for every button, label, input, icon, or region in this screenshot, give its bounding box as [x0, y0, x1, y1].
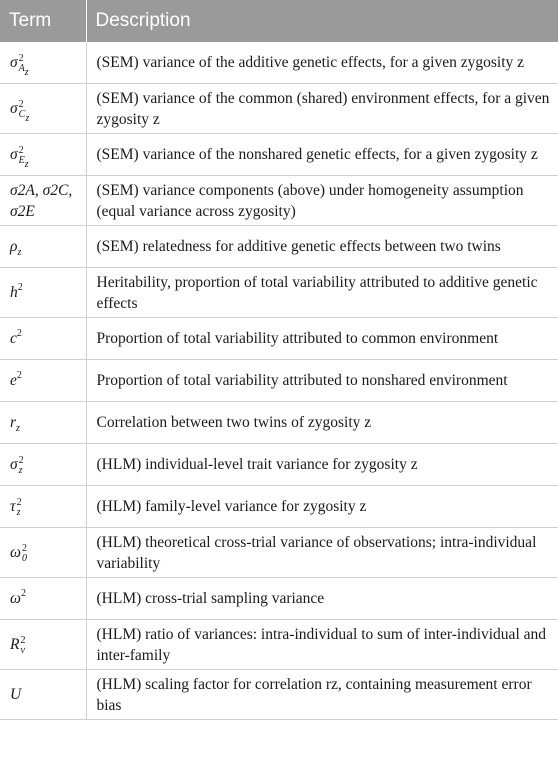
table-row	[0, 176, 558, 226]
term-cell	[0, 226, 86, 268]
term-symbol	[10, 455, 24, 477]
term-base: σ	[10, 53, 18, 71]
term-cell	[0, 134, 86, 176]
term-base: σ	[10, 455, 18, 473]
term-cell	[0, 360, 86, 402]
table-row	[0, 318, 558, 360]
term-symbol	[10, 53, 29, 79]
table-row	[0, 134, 558, 176]
term-subscript	[18, 109, 30, 125]
term-subscript-letter: z	[18, 465, 23, 477]
description-cell: Proportion of total variability attributed to nonshared environment	[86, 360, 558, 402]
term-base: e	[10, 372, 17, 389]
term-subscript-letter: v	[20, 645, 25, 657]
term-cell	[0, 670, 86, 720]
term-subsubscript: z	[25, 113, 30, 125]
description-cell: Heritability, proportion of total variability attributed to additive genetic effects	[86, 268, 558, 318]
term-base: r	[10, 414, 17, 431]
term-subscript	[18, 155, 29, 171]
term-subscript	[17, 508, 22, 518]
table-row	[0, 444, 558, 486]
description-cell: Proportion of total variability attributed to common environment	[86, 318, 558, 360]
table-row	[0, 670, 558, 720]
term-superscript: 2	[18, 455, 24, 467]
term-symbol	[10, 145, 29, 171]
description-cell: (HLM) scaling factor for correlation rz, containing measurement error bias	[86, 670, 558, 720]
term-superscript: 2	[20, 588, 26, 599]
term-symbol	[10, 330, 22, 347]
table-row	[0, 528, 558, 578]
term-symbol	[10, 635, 26, 657]
term-cell	[0, 402, 86, 444]
description-cell: (HLM) theoretical cross-trial variance of observations; intra-individual variability	[86, 528, 558, 578]
term-base: ρ	[10, 238, 18, 255]
term-symbol	[10, 99, 30, 125]
term-subscript-letter: A	[18, 63, 25, 75]
table-row	[0, 268, 558, 318]
term-base: R	[10, 635, 20, 653]
term-symbol	[10, 686, 21, 703]
term-scripts	[19, 456, 24, 476]
description-cell: (HLM) individual-level trait variance for zygosity z	[86, 444, 558, 486]
term-superscript: 2	[21, 543, 27, 555]
term-superscript: 2	[18, 53, 24, 65]
term-symbol	[10, 590, 26, 607]
term-base: σ	[10, 99, 18, 117]
term-base: ω	[10, 590, 21, 607]
term-superscript: 2	[20, 635, 26, 647]
term-symbol	[10, 543, 27, 565]
term-superscript: 2	[16, 370, 22, 381]
term-subscript-letter: 0	[21, 553, 27, 565]
term-subscript: z	[17, 247, 22, 258]
term-superscript: 2	[18, 145, 24, 157]
term-subscript	[18, 63, 29, 79]
term-base: c	[10, 330, 17, 347]
header-row	[0, 0, 558, 42]
description-cell: (HLM) family-level variance for zygosity z	[86, 486, 558, 528]
term-superscript: 2	[16, 497, 22, 509]
description-cell: (SEM) variance of the additive genetic effects, for a given zygosity z	[86, 42, 558, 84]
term-symbol	[10, 238, 22, 258]
term-symbol	[10, 414, 20, 434]
term-subscript-letter: z	[16, 507, 21, 519]
term-scripts	[18, 53, 29, 79]
description-cell: (SEM) relatedness for additive genetic effects between two twins	[86, 226, 558, 268]
table-row	[0, 360, 558, 402]
table-row	[0, 402, 558, 444]
term-base: ω	[10, 543, 21, 561]
table-row	[0, 226, 558, 268]
description-column-header: Description	[86, 0, 558, 42]
term-subsubscript: z	[24, 159, 29, 171]
term-cell	[0, 528, 86, 578]
term-cell	[0, 444, 86, 486]
term-base: σ	[10, 145, 18, 163]
term-subscript	[22, 554, 27, 564]
term-subsubscript: z	[24, 67, 29, 79]
term-subscript-letter: C	[18, 109, 26, 121]
description-cell: (SEM) variance of the common (shared) environment effects, for a given zygosity z	[86, 84, 558, 134]
term-symbol	[10, 284, 23, 301]
term-cell	[0, 268, 86, 318]
term-cell	[0, 620, 86, 670]
term-cell	[0, 486, 86, 528]
term-superscript: 2	[17, 282, 23, 293]
description-cell: Correlation between two twins of zygosity z	[86, 402, 558, 444]
term-scripts	[22, 544, 27, 564]
term-symbol	[10, 497, 22, 519]
description-cell: (SEM) variance of the nonshared genetic effects, for a given zygosity z	[86, 134, 558, 176]
term-cell	[0, 84, 86, 134]
term-scripts	[18, 145, 29, 171]
term-base: τ	[10, 497, 16, 515]
table-row	[0, 620, 558, 670]
term-base: h	[10, 284, 18, 301]
term-symbol-group: σ2A, σ2C, σ2E	[10, 181, 73, 220]
term-cell	[0, 578, 86, 620]
description-cell: (HLM) ratio of variances: intra-individual to sum of inter-individual and inter-family	[86, 620, 558, 670]
term-cell	[0, 176, 86, 226]
term-symbol	[10, 372, 22, 389]
table-row	[0, 42, 558, 84]
term-superscript: 2	[16, 328, 22, 339]
term-base: U	[10, 686, 22, 703]
description-cell: (HLM) cross-trial sampling variance	[86, 578, 558, 620]
term-superscript: 2	[18, 99, 24, 111]
term-scripts	[18, 99, 30, 125]
table-row	[0, 486, 558, 528]
term-subscript	[20, 646, 25, 656]
term-cell	[0, 42, 86, 84]
term-scripts	[20, 636, 25, 656]
table-row	[0, 578, 558, 620]
term-column-header: Term	[0, 0, 86, 42]
term-scripts	[17, 498, 22, 518]
description-cell: (SEM) variance components (above) under homogeneity assumption (equal variance across zygosity)	[86, 176, 558, 226]
term-cell	[0, 318, 86, 360]
term-subscript: z	[16, 423, 20, 434]
term-subscript	[19, 466, 24, 476]
table-row	[0, 84, 558, 134]
term-subscript-letter: E	[18, 155, 25, 167]
